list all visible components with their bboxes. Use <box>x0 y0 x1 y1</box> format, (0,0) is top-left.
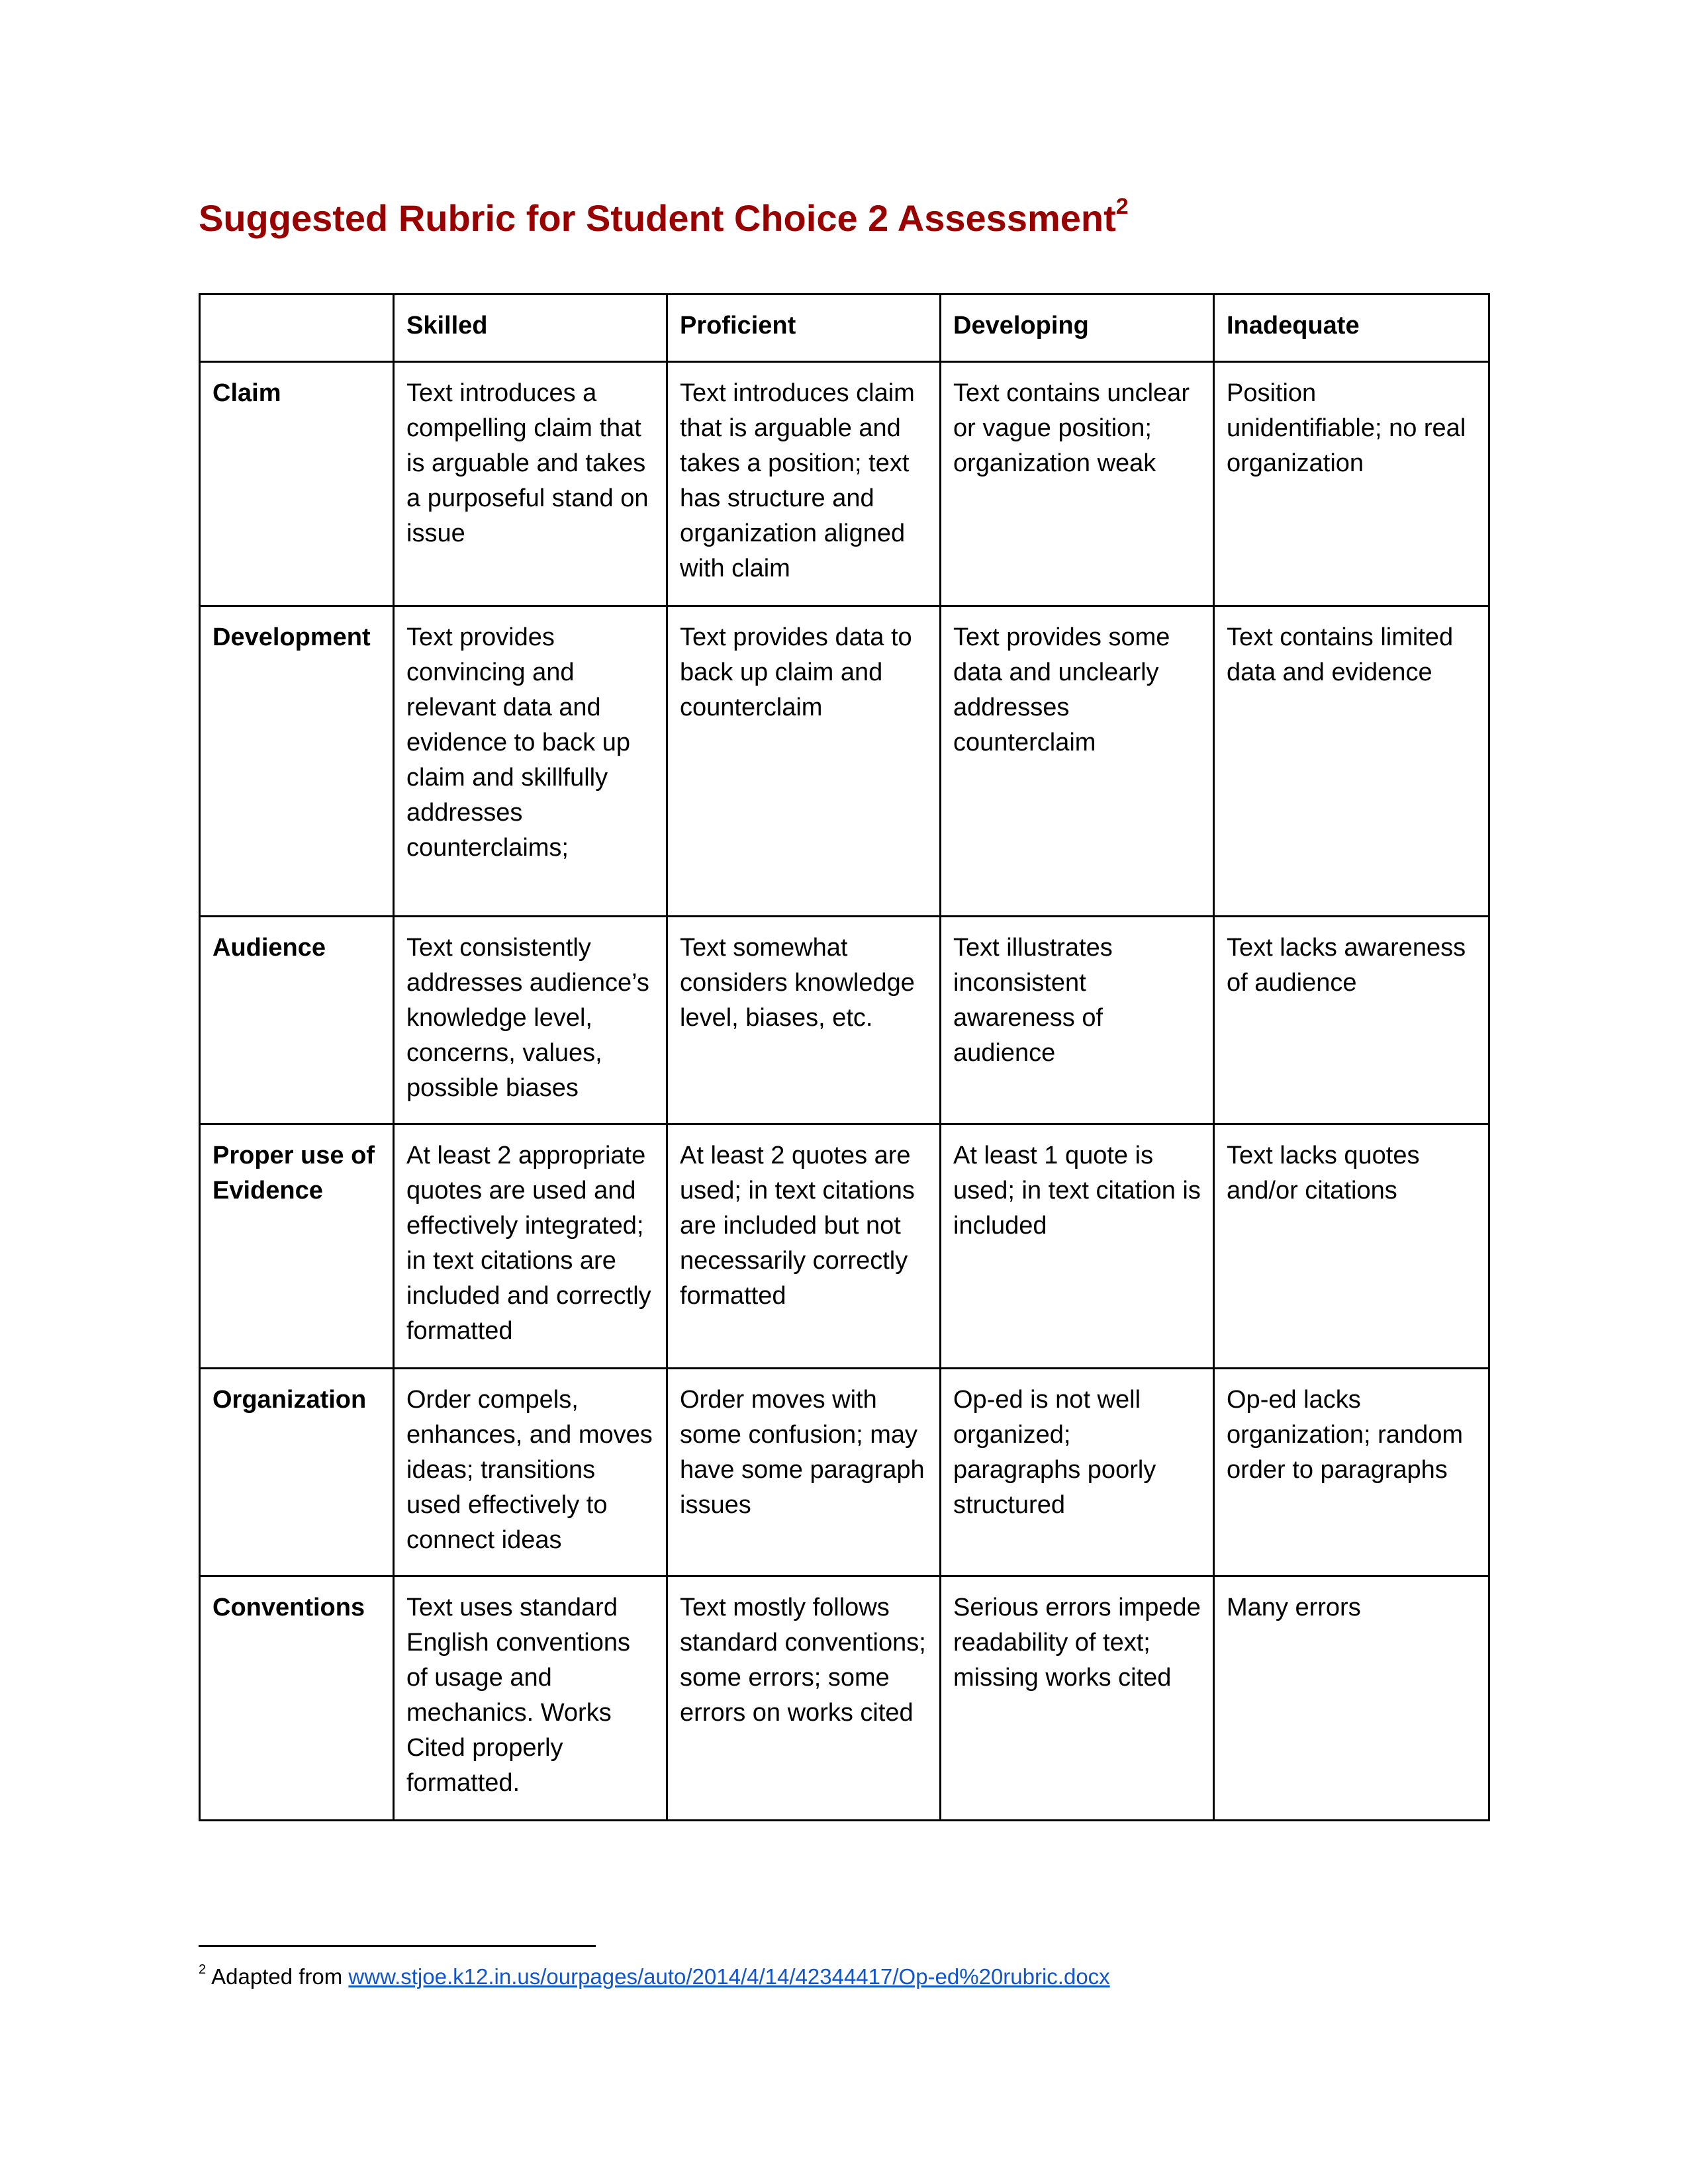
footnote-prefix: Adapted from <box>211 1964 343 1989</box>
cell-audience-developing: Text illustrates inconsistent awareness of audience <box>941 917 1214 1124</box>
page-title <box>199 192 1129 245</box>
footnote <box>199 1958 1110 1991</box>
header-skilled: Skilled <box>394 295 667 362</box>
table-row-organization <box>200 1369 1489 1576</box>
cell-evidence-developing: At least 1 quote is used; in text citation is included <box>941 1124 1214 1369</box>
table-row-development <box>200 606 1489 917</box>
cell-claim-skilled: Text introduces a compelling claim that is arguable and takes a purposeful stand on issue <box>394 362 667 606</box>
cell-evidence-inadequate: Text lacks quotes and/or citations <box>1214 1124 1489 1369</box>
cell-conventions-skilled: Text uses standard English conventions of usage and mechanics. Works Cited properly formatted. <box>394 1576 667 1821</box>
cell-evidence-proficient: At least 2 quotes are used; in text citations are included but not necessarily correctly formatted <box>667 1124 941 1369</box>
rubric-table <box>199 293 1490 1821</box>
footnote-separator <box>199 1945 596 1947</box>
cell-development-developing: Text provides some data and unclearly addresses counterclaim <box>941 606 1214 917</box>
criterion-conventions: Conventions <box>200 1576 394 1821</box>
table-header-row <box>200 295 1489 362</box>
header-inadequate: Inadequate <box>1214 295 1489 362</box>
criterion-evidence: Proper use of Evidence <box>200 1124 394 1369</box>
cell-organization-inadequate: Op-ed lacks organization; random order to paragraphs <box>1214 1369 1489 1576</box>
title-text: Suggested Rubric for Student Choice 2 Assessment <box>199 197 1116 239</box>
header-developing: Developing <box>941 295 1214 362</box>
cell-claim-developing: Text contains unclear or vague position; organization weak <box>941 362 1214 606</box>
header-cell-blank <box>200 295 394 362</box>
cell-organization-developing: Op-ed is not well organized; paragraphs poorly structured <box>941 1369 1214 1576</box>
table-row-claim <box>200 362 1489 606</box>
cell-claim-proficient: Text introduces claim that is arguable and takes a position; text has structure and organization aligned with claim <box>667 362 941 606</box>
criterion-claim: Claim <box>200 362 394 606</box>
table-row-conventions <box>200 1576 1489 1821</box>
cell-audience-proficient: Text somewhat considers knowledge level, biases, etc. <box>667 917 941 1124</box>
cell-evidence-skilled: At least 2 appropriate quotes are used and effectively integrated; in text citations are included and correctly formatted <box>394 1124 667 1369</box>
table-row-evidence <box>200 1124 1489 1369</box>
cell-audience-inadequate: Text lacks awareness of audience <box>1214 917 1489 1124</box>
criterion-audience: Audience <box>200 917 394 1124</box>
criterion-organization: Organization <box>200 1369 394 1576</box>
cell-conventions-proficient: Text mostly follows standard conventions; some errors; some errors on works cited <box>667 1576 941 1821</box>
title-footnote-marker[interactable]: 2 <box>1115 194 1129 220</box>
cell-organization-proficient: Order moves with some confusion; may have some paragraph issues <box>667 1369 941 1576</box>
cell-organization-skilled: Order compels, enhances, and moves ideas; transitions used effectively to connect ideas <box>394 1369 667 1576</box>
cell-audience-skilled: Text consistently addresses audience’s knowledge level, concerns, values, possible biases <box>394 917 667 1124</box>
cell-conventions-inadequate: Many errors <box>1214 1576 1489 1821</box>
cell-claim-inadequate: Position unidentifiable; no real organization <box>1214 362 1489 606</box>
cell-development-inadequate: Text contains limited data and evidence <box>1214 606 1489 917</box>
cell-development-skilled: Text provides convincing and relevant data and evidence to back up claim and skillfully addresses counterclaims; <box>394 606 667 917</box>
header-proficient: Proficient <box>667 295 941 362</box>
criterion-development: Development <box>200 606 394 917</box>
cell-development-proficient: Text provides data to back up claim and counterclaim <box>667 606 941 917</box>
footnote-source-link[interactable]: www.stjoe.k12.in.us/ourpages/auto/2014/4/14/42344417/Op-ed%20rubric.docx <box>348 1964 1110 1989</box>
table-row-audience <box>200 917 1489 1124</box>
cell-conventions-developing: Serious errors impede readability of text; missing works cited <box>941 1576 1214 1821</box>
footnote-marker: 2 <box>199 1962 207 1977</box>
